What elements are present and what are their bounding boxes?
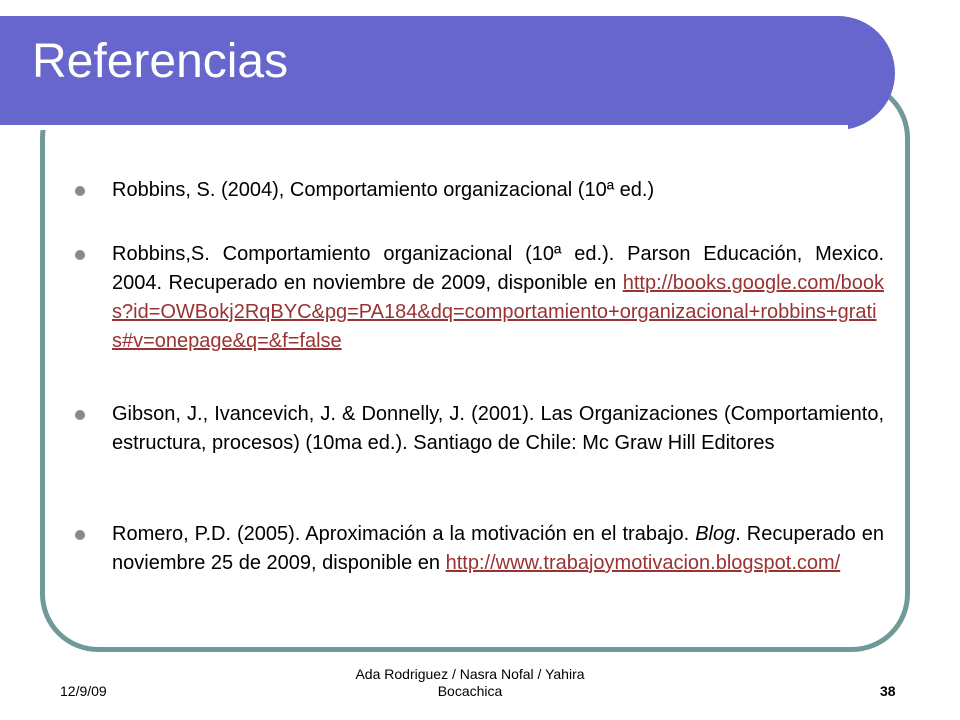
bullet-icon xyxy=(75,410,85,420)
slide-title: Referencias xyxy=(32,35,289,88)
reference-link[interactable]: http://books.google.com/books?id=OWBokj2RqBYC&pg=PA184&dq=comportamiento+organizacional+robbins+gratis#v=onepage&q=&f=false xyxy=(112,272,884,352)
reference-item xyxy=(112,176,884,205)
reference-item xyxy=(112,520,884,578)
title-underline xyxy=(0,125,848,130)
bullet-icon xyxy=(75,186,85,196)
reference-item xyxy=(112,240,884,356)
reference-link[interactable]: http://www.trabajoymotivacion.blogspot.com/ xyxy=(445,552,841,574)
bullet-icon xyxy=(75,530,85,540)
reference-text: Romero, P.D. (2005). Aproximación a la motivación en el trabajo. xyxy=(112,523,690,545)
reference-text: Robbins,S. Comportamiento organizacional (10ª ed.). Parson Educación, Mexico. 2004. Recuperado en noviembre de 2009, disponible en xyxy=(112,243,884,294)
reference-text: Robbins, S. (2004), Comportamiento organizacional (10ª ed.) xyxy=(112,179,655,201)
footer-date: 12/9/09 xyxy=(60,683,107,699)
footer-authors: Ada Rodriguez / Nasra Nofal / Yahira Bocachica xyxy=(355,666,585,699)
reference-text: . Recuperado en noviembre 25 de 2009, disponible en xyxy=(112,523,884,574)
reference-item xyxy=(112,400,884,458)
page-number: 38 xyxy=(880,683,896,699)
reference-italic: Blog xyxy=(695,523,736,545)
reference-text: Gibson, J., Ivancevich, J. & Donnelly, J. (2001). Las Organizaciones (Comportamiento, estructura, procesos) (10ma ed.). Santiago de Chile: Mc Graw Hill Editores xyxy=(112,403,884,454)
bullet-icon xyxy=(75,250,85,260)
